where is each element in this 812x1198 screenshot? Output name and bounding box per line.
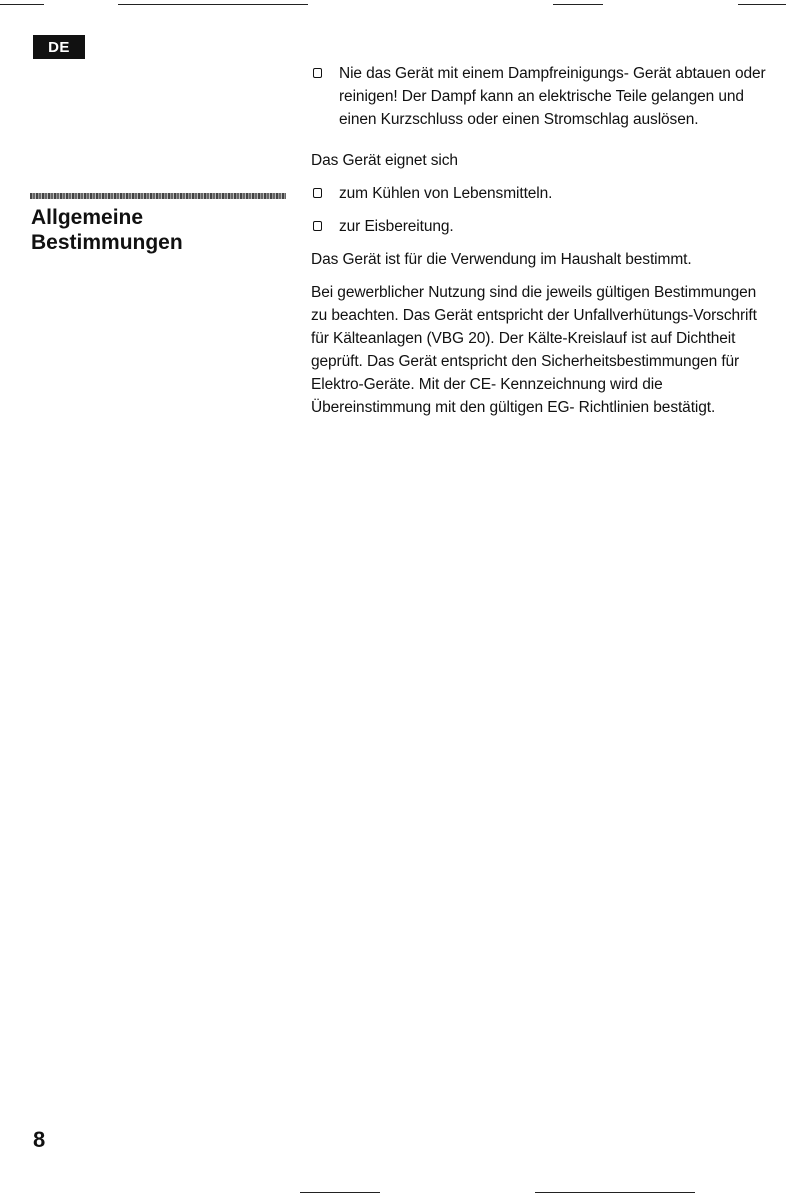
checkbox-icon bbox=[313, 221, 322, 231]
section-heading-line2: Bestimmungen bbox=[31, 231, 183, 254]
top-rule-left bbox=[0, 4, 44, 5]
commercial-use-paragraph: Bei gewerblicher Nutzung sind die jeweils gültigen Bestimmungen zu beachten. Das Gerät entspricht der Unfallverhütungs-Vorschrift für Kälteanlagen (VBG 20). Der Kälte-Kreislauf ist auf Dichtheit geprüft. Das Gerät entspricht den Sicherheitsbestimmungen für Elektro-Geräte. Mit der CE- Kennzeichnung wird die Übereinstimmung mit den gültigen EG- Richtlinien bestätigt. bbox=[311, 284, 757, 416]
suitability-item-text: zur Eisbereitung. bbox=[339, 218, 454, 235]
section-heading-line1: Allgemeine bbox=[31, 206, 144, 229]
bottom-rule-right bbox=[535, 1192, 695, 1193]
section-heading bbox=[31, 205, 291, 255]
warning-bullet bbox=[311, 62, 771, 131]
warning-text: Nie das Gerät mit einem Dampfreinigungs- Gerät abtauen oder reinigen! Der Dampf kann an elektrische Teile gelangen und einen Kurzschluss oder einen Stromschlag auslösen. bbox=[339, 65, 766, 128]
checkbox-icon bbox=[313, 68, 322, 78]
household-use-paragraph: Das Gerät ist für die Verwendung im Haushalt bestimmt. bbox=[311, 251, 692, 268]
page-number: 8 bbox=[33, 1127, 46, 1152]
suitability-item-ice bbox=[311, 215, 771, 238]
top-rule-right bbox=[553, 4, 603, 5]
main-content bbox=[311, 62, 771, 419]
bottom-rule-center bbox=[300, 1192, 380, 1193]
suitability-item-cooling bbox=[311, 182, 771, 205]
top-rule-center bbox=[118, 4, 308, 5]
checkbox-icon bbox=[313, 188, 322, 198]
language-badge: DE bbox=[33, 35, 85, 59]
suitability-intro: Das Gerät eignet sich bbox=[311, 152, 458, 169]
top-rule-far-right bbox=[738, 4, 786, 5]
section-divider bbox=[30, 193, 286, 199]
suitability-item-text: zum Kühlen von Lebensmitteln. bbox=[339, 185, 553, 202]
